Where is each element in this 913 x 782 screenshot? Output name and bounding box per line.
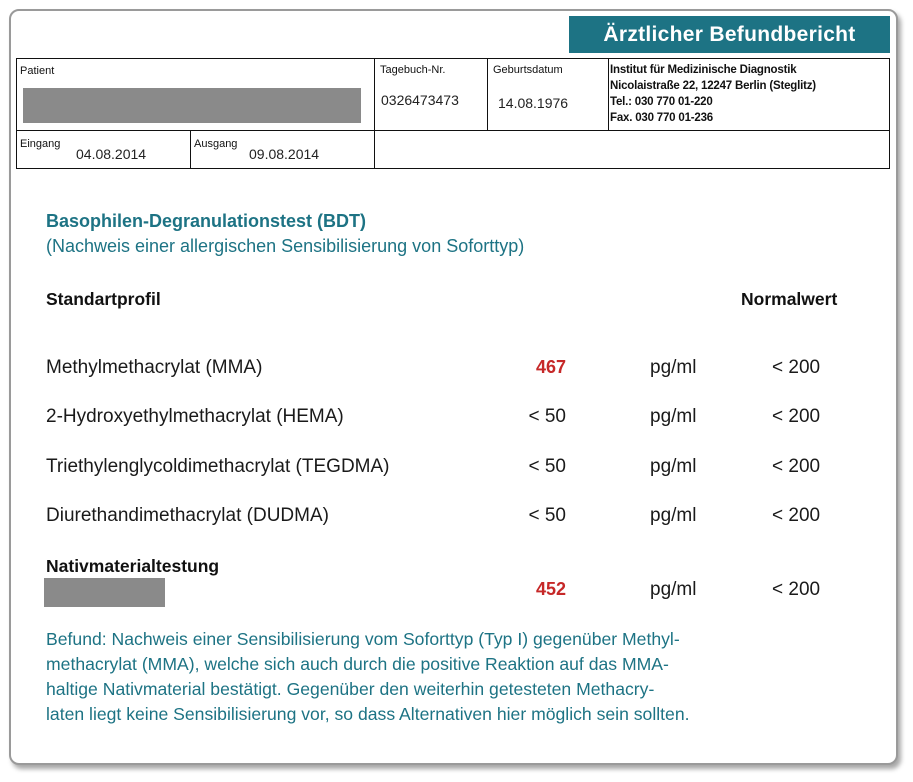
tagebuch-label: Tagebuch-Nr. [380,64,446,76]
substance-name: 2-Hydroxyethylmethacrylat (HEMA) [46,406,344,427]
native-heading: Nativmaterialtestung [46,556,220,576]
geburtsdatum-label: Geburtsdatum [493,64,563,76]
befund-line: laten liegt keine Sensibilisierung vor, so dass Alternativen hier möglich sein sollten. [46,704,690,724]
result-row [0,357,913,383]
ausgang-value: 09.08.2014 [249,146,320,162]
divider [608,58,609,130]
normal-value: < 200 [772,406,821,427]
report-title: Ärztlicher Befundbericht [569,16,890,53]
normal-heading: Normalwert [741,289,838,309]
substance-name: Methylmethacrylat (MMA) [46,357,263,378]
result-row [0,406,913,432]
befund-line: haltige Nativmaterial bestätigt. Gegenüber den weiterhin getesteten Methacry- [46,679,655,699]
institute-fax: Fax. 030 770 01-236 [610,112,713,124]
befund-line: methacrylat (MMA), welche sich auch durch die positive Reaktion auf das MMA- [46,654,669,674]
result-value: < 50 [528,406,566,427]
institute-address [610,62,816,126]
result-value: < 50 [528,505,566,526]
eingang-label: Eingang [20,138,61,150]
profile-heading: Standartprofil [46,289,161,309]
divider [374,58,375,169]
result-unit: pg/ml [650,505,697,526]
test-title: Basophilen-Degranulationstest (BDT) [46,211,367,231]
institute-street: Nicolaistraße 22, 12247 Berlin (Steglitz) [610,80,816,92]
divider [487,58,488,130]
normal-value: < 200 [772,357,821,378]
befund-text [46,627,876,727]
result-unit: pg/ml [650,456,697,477]
patient-label: Patient [20,65,55,77]
eingang-value: 04.08.2014 [76,146,147,162]
result-value: < 50 [528,456,566,477]
geburtsdatum-value: 14.08.1976 [498,95,569,111]
native-result-value: 452 [535,579,566,599]
result-row [0,505,913,531]
native-result-row [0,579,913,605]
institute-phone: Tel.: 030 770 01-220 [610,96,713,108]
divider [16,130,890,131]
substance-name: Diurethandimethacrylat (DUDMA) [46,505,329,526]
result-unit: pg/ml [650,357,697,378]
result-row [0,456,913,482]
patient-name-redaction [23,88,361,123]
native-result-unit: pg/ml [650,579,697,600]
substance-name: Triethylenglycoldimethacrylat (TEGDMA) [46,456,390,477]
institute-name: Institut für Medizinische Diagnostik [610,64,797,76]
normal-value: < 200 [772,456,821,477]
divider [190,130,191,169]
result-unit: pg/ml [650,406,697,427]
ausgang-label: Ausgang [194,138,238,150]
test-subtitle: (Nachweis einer allergischen Sensibilisierung von Soforttyp) [46,236,525,256]
normal-value: < 200 [772,505,821,526]
native-normal-value: < 200 [772,579,821,600]
result-value: 467 [535,357,566,377]
tagebuch-value: 0326473473 [381,92,459,108]
befund-line: Befund: Nachweis einer Sensibilisierung vom Soforttyp (Typ I) gegenüber Methyl- [46,629,680,649]
